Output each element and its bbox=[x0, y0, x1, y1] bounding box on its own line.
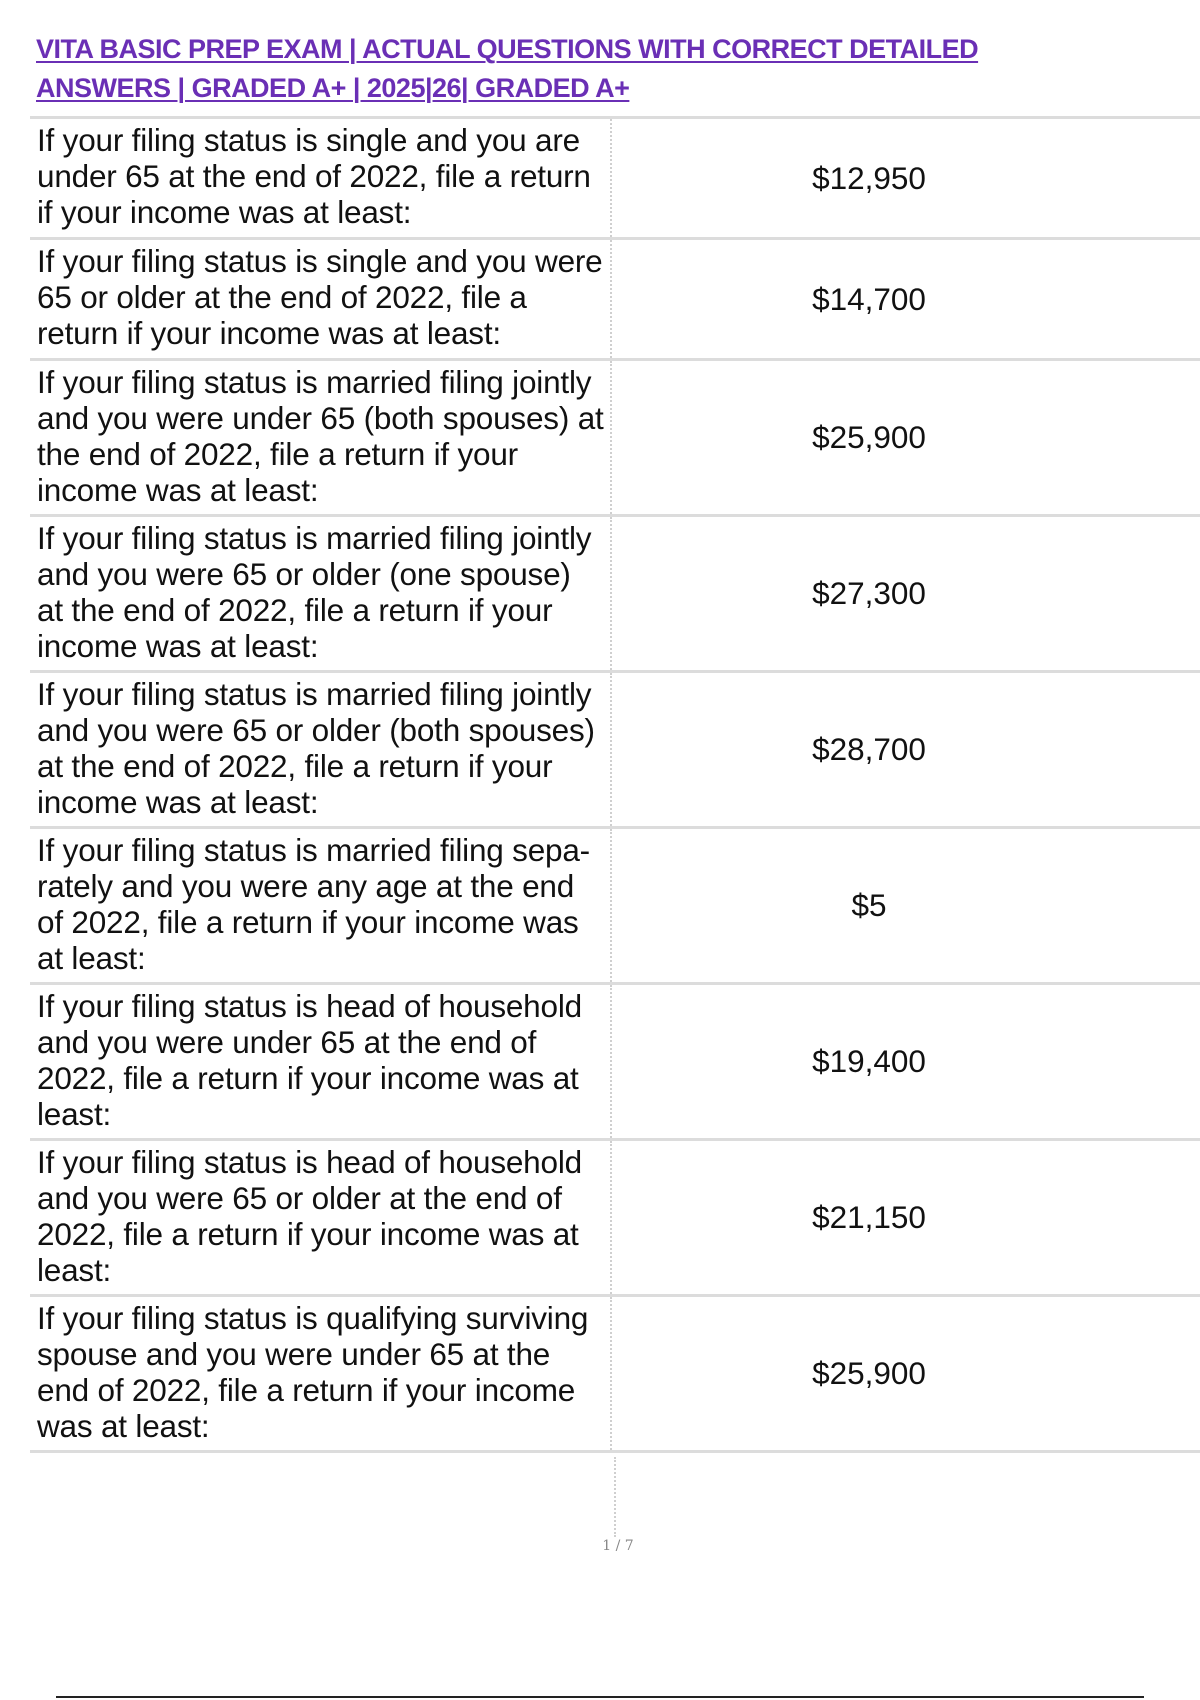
answer-text: $21,150 bbox=[812, 1199, 926, 1235]
question-text: If your filing status is married filing jointly and you were under 65 (both spouses) at the end of 2022, file a return if your income was at least: bbox=[30, 361, 612, 514]
answer-text: $12,950 bbox=[812, 159, 926, 196]
answer-text: $14,700 bbox=[812, 280, 926, 317]
column-divider bbox=[614, 1457, 616, 1537]
question-text: If your filing status is single and you are under 65 at the end of 2022, file a return if your income was at least: bbox=[30, 119, 612, 237]
question-text: If your filing status is qualifying surviving spouse and you were under 65 at the end of 2022, file a return if your income was at least: bbox=[30, 1297, 612, 1450]
page-number: 1 / 7 bbox=[602, 1538, 634, 1554]
question-text: If your filing status is head of household and you were under 65 at the end of 2022, file a return if your income was at least: bbox=[30, 985, 612, 1138]
qa-row bbox=[30, 517, 1200, 673]
document-title: VITA BASIC PREP EXAM | ACTUAL QUESTIONS WITH CORRECT DETAILED ANSWERS | GRADED A+ | 2025|26| GRADED A+ bbox=[36, 34, 979, 103]
qa-row bbox=[30, 985, 1200, 1141]
qa-row bbox=[30, 119, 1200, 240]
question-text: If your filing status is head of household and you were 65 or older at the end of 2022, file a return if your income was at least: bbox=[30, 1141, 612, 1294]
answer-text: $27,300 bbox=[812, 575, 926, 611]
answer-text: $25,900 bbox=[812, 419, 926, 455]
question-text: If your filing status is married filing jointly and you were 65 or older (one spouse) at the end of 2022, file a return if your income was at least: bbox=[30, 517, 612, 670]
qa-row bbox=[30, 240, 1200, 361]
qa-row bbox=[30, 829, 1200, 985]
qa-row bbox=[30, 673, 1200, 829]
answer-text: $5 bbox=[851, 887, 887, 923]
question-text: If your filing status is married filing sepa- rately and you were any age at the end of 2022, file a return if your income was at least: bbox=[30, 829, 612, 982]
qa-row bbox=[30, 1141, 1200, 1297]
answer-text: $25,900 bbox=[812, 1355, 926, 1391]
qa-table bbox=[30, 116, 1200, 1453]
answer-text: $19,400 bbox=[812, 1043, 926, 1079]
question-text: If your filing status is married filing jointly and you were 65 or older (both spouses) at the end of 2022, file a return if your income was at least: bbox=[30, 673, 612, 826]
answer-text: $28,700 bbox=[812, 731, 926, 767]
question-text: If your filing status is single and you were 65 or older at the end of 2022, file a return if your income was at least: bbox=[30, 240, 612, 358]
qa-row bbox=[30, 1297, 1200, 1453]
qa-row bbox=[30, 361, 1200, 517]
footer-rule bbox=[56, 1696, 1144, 1698]
